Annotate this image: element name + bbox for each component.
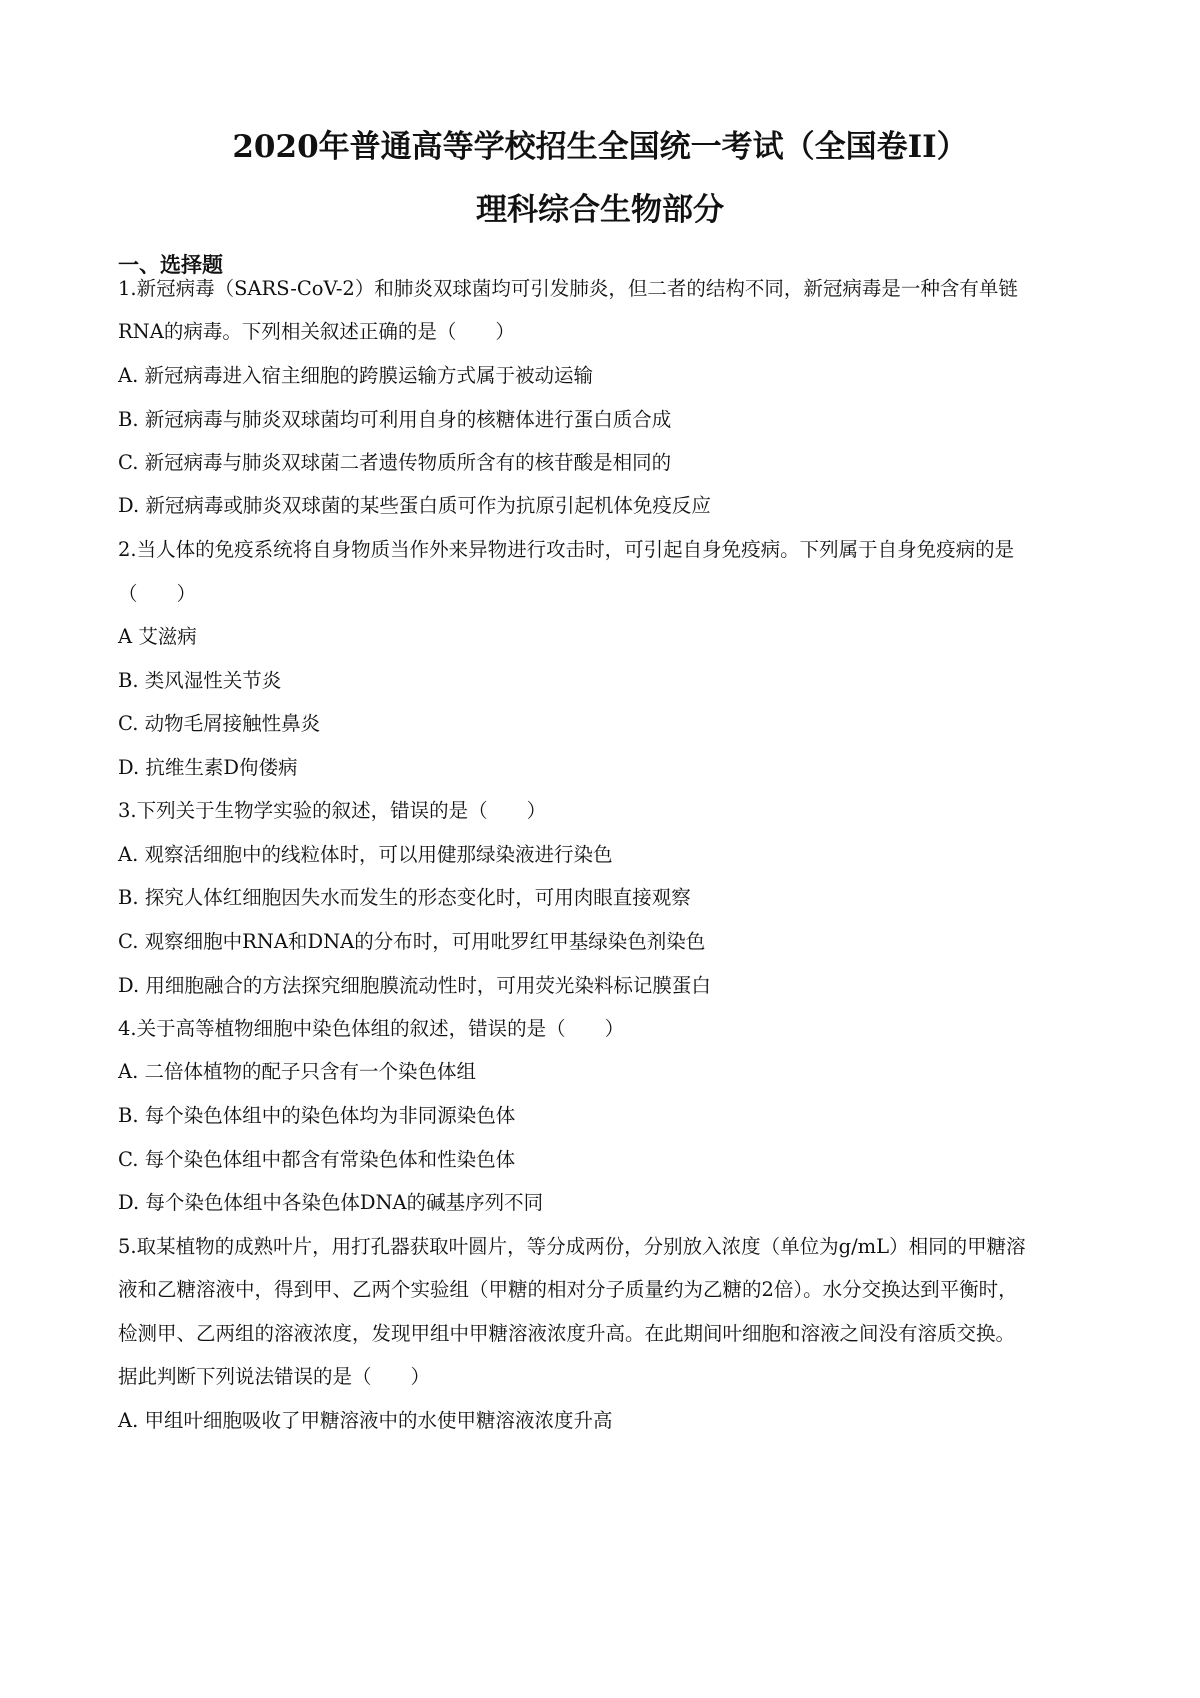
q4-option-c: C. 每个染色体组中都含有常染色体和性染色体	[118, 1148, 516, 1171]
q4-stem-line-1: 4.关于高等植物细胞中染色体组的叙述，错误的是（ ）	[118, 1017, 625, 1040]
q5-stem-line-1: 5.取某植物的成熟叶片，用打孔器获取叶圆片，等分成两份，分别放入浓度（单位为g/mL）相同的甲糖溶	[118, 1235, 1026, 1258]
q1-option-b: B. 新冠病毒与肺炎双球菌均可利用自身的核糖体进行蛋白质合成	[118, 408, 672, 431]
q5-stem-line-4: 据此判断下列说法错误的是（ ）	[118, 1365, 431, 1388]
q5-option-a: A. 甲组叶细胞吸收了甲糖溶液中的水使甲糖溶液浓度升高	[118, 1409, 613, 1432]
q2-option-c: C. 动物毛屑接触性鼻炎	[118, 712, 321, 735]
q3-option-c: C. 观察细胞中RNA和DNA的分布时，可用吡罗红甲基绿染色剂染色	[118, 930, 706, 953]
q1-stem-line-2: RNA的病毒。下列相关叙述正确的是（ ）	[118, 320, 515, 343]
q3-stem-line-1: 3.下列关于生物学实验的叙述，错误的是（ ）	[118, 799, 547, 822]
q4-option-d: D. 每个染色体组中各染色体DNA的碱基序列不同	[118, 1191, 544, 1214]
q2-stem-line-1: 2.当人体的免疫系统将自身物质当作外来异物进行攻击时，可引起自身免疫病。下列属于自身免疫病的是	[118, 538, 1015, 561]
exam-title: 2020年普通高等学校招生全国统一考试（全国卷II）	[232, 129, 968, 165]
q4-option-b: B. 每个染色体组中的染色体均为非同源染色体	[118, 1104, 516, 1127]
q2-stem-line-2: （ ）	[118, 582, 197, 605]
q3-option-d: D. 用细胞融合的方法探究细胞膜流动性时，可用荧光染料标记膜蛋白	[118, 974, 711, 997]
section-heading: 一、选择题	[118, 252, 223, 277]
q1-option-c: C. 新冠病毒与肺炎双球菌二者遗传物质所含有的核苷酸是相同的	[118, 451, 672, 474]
q2-option-b: B. 类风湿性关节炎	[118, 669, 282, 692]
q1-option-a: A. 新冠病毒进入宿主细胞的跨膜运输方式属于被动运输	[118, 364, 593, 387]
q4-option-a: A. 二倍体植物的配子只含有一个染色体组	[118, 1060, 476, 1083]
q3-option-b: B. 探究人体红细胞因失水而发生的形态变化时，可用肉眼直接观察	[118, 886, 691, 909]
exam-subtitle: 理科综合生物部分	[476, 192, 724, 228]
q1-stem-line-1: 1.新冠病毒（SARS-CoV-2）和肺炎双球菌均可引发肺炎，但二者的结构不同，新冠病毒是一种含有单链	[118, 277, 1018, 300]
q5-stem-line-2: 液和乙糖溶液中，得到甲、乙两个实验组（甲糖的相对分子质量约为乙糖的2倍）。水分交换达到平衡时，	[118, 1278, 1018, 1301]
q1-option-d: D. 新冠病毒或肺炎双球菌的某些蛋白质可作为抗原引起机体免疫反应	[118, 494, 711, 517]
q2-option-d: D. 抗维生素D佝偻病	[118, 756, 298, 779]
q3-option-a: A. 观察活细胞中的线粒体时，可以用健那绿染液进行染色	[118, 843, 613, 866]
q5-stem-line-3: 检测甲、乙两组的溶液浓度，发现甲组中甲糖溶液浓度升高。在此期间叶细胞和溶液之间没有溶质交换。	[118, 1322, 1016, 1345]
q2-option-a: A 艾滋病	[118, 625, 197, 648]
